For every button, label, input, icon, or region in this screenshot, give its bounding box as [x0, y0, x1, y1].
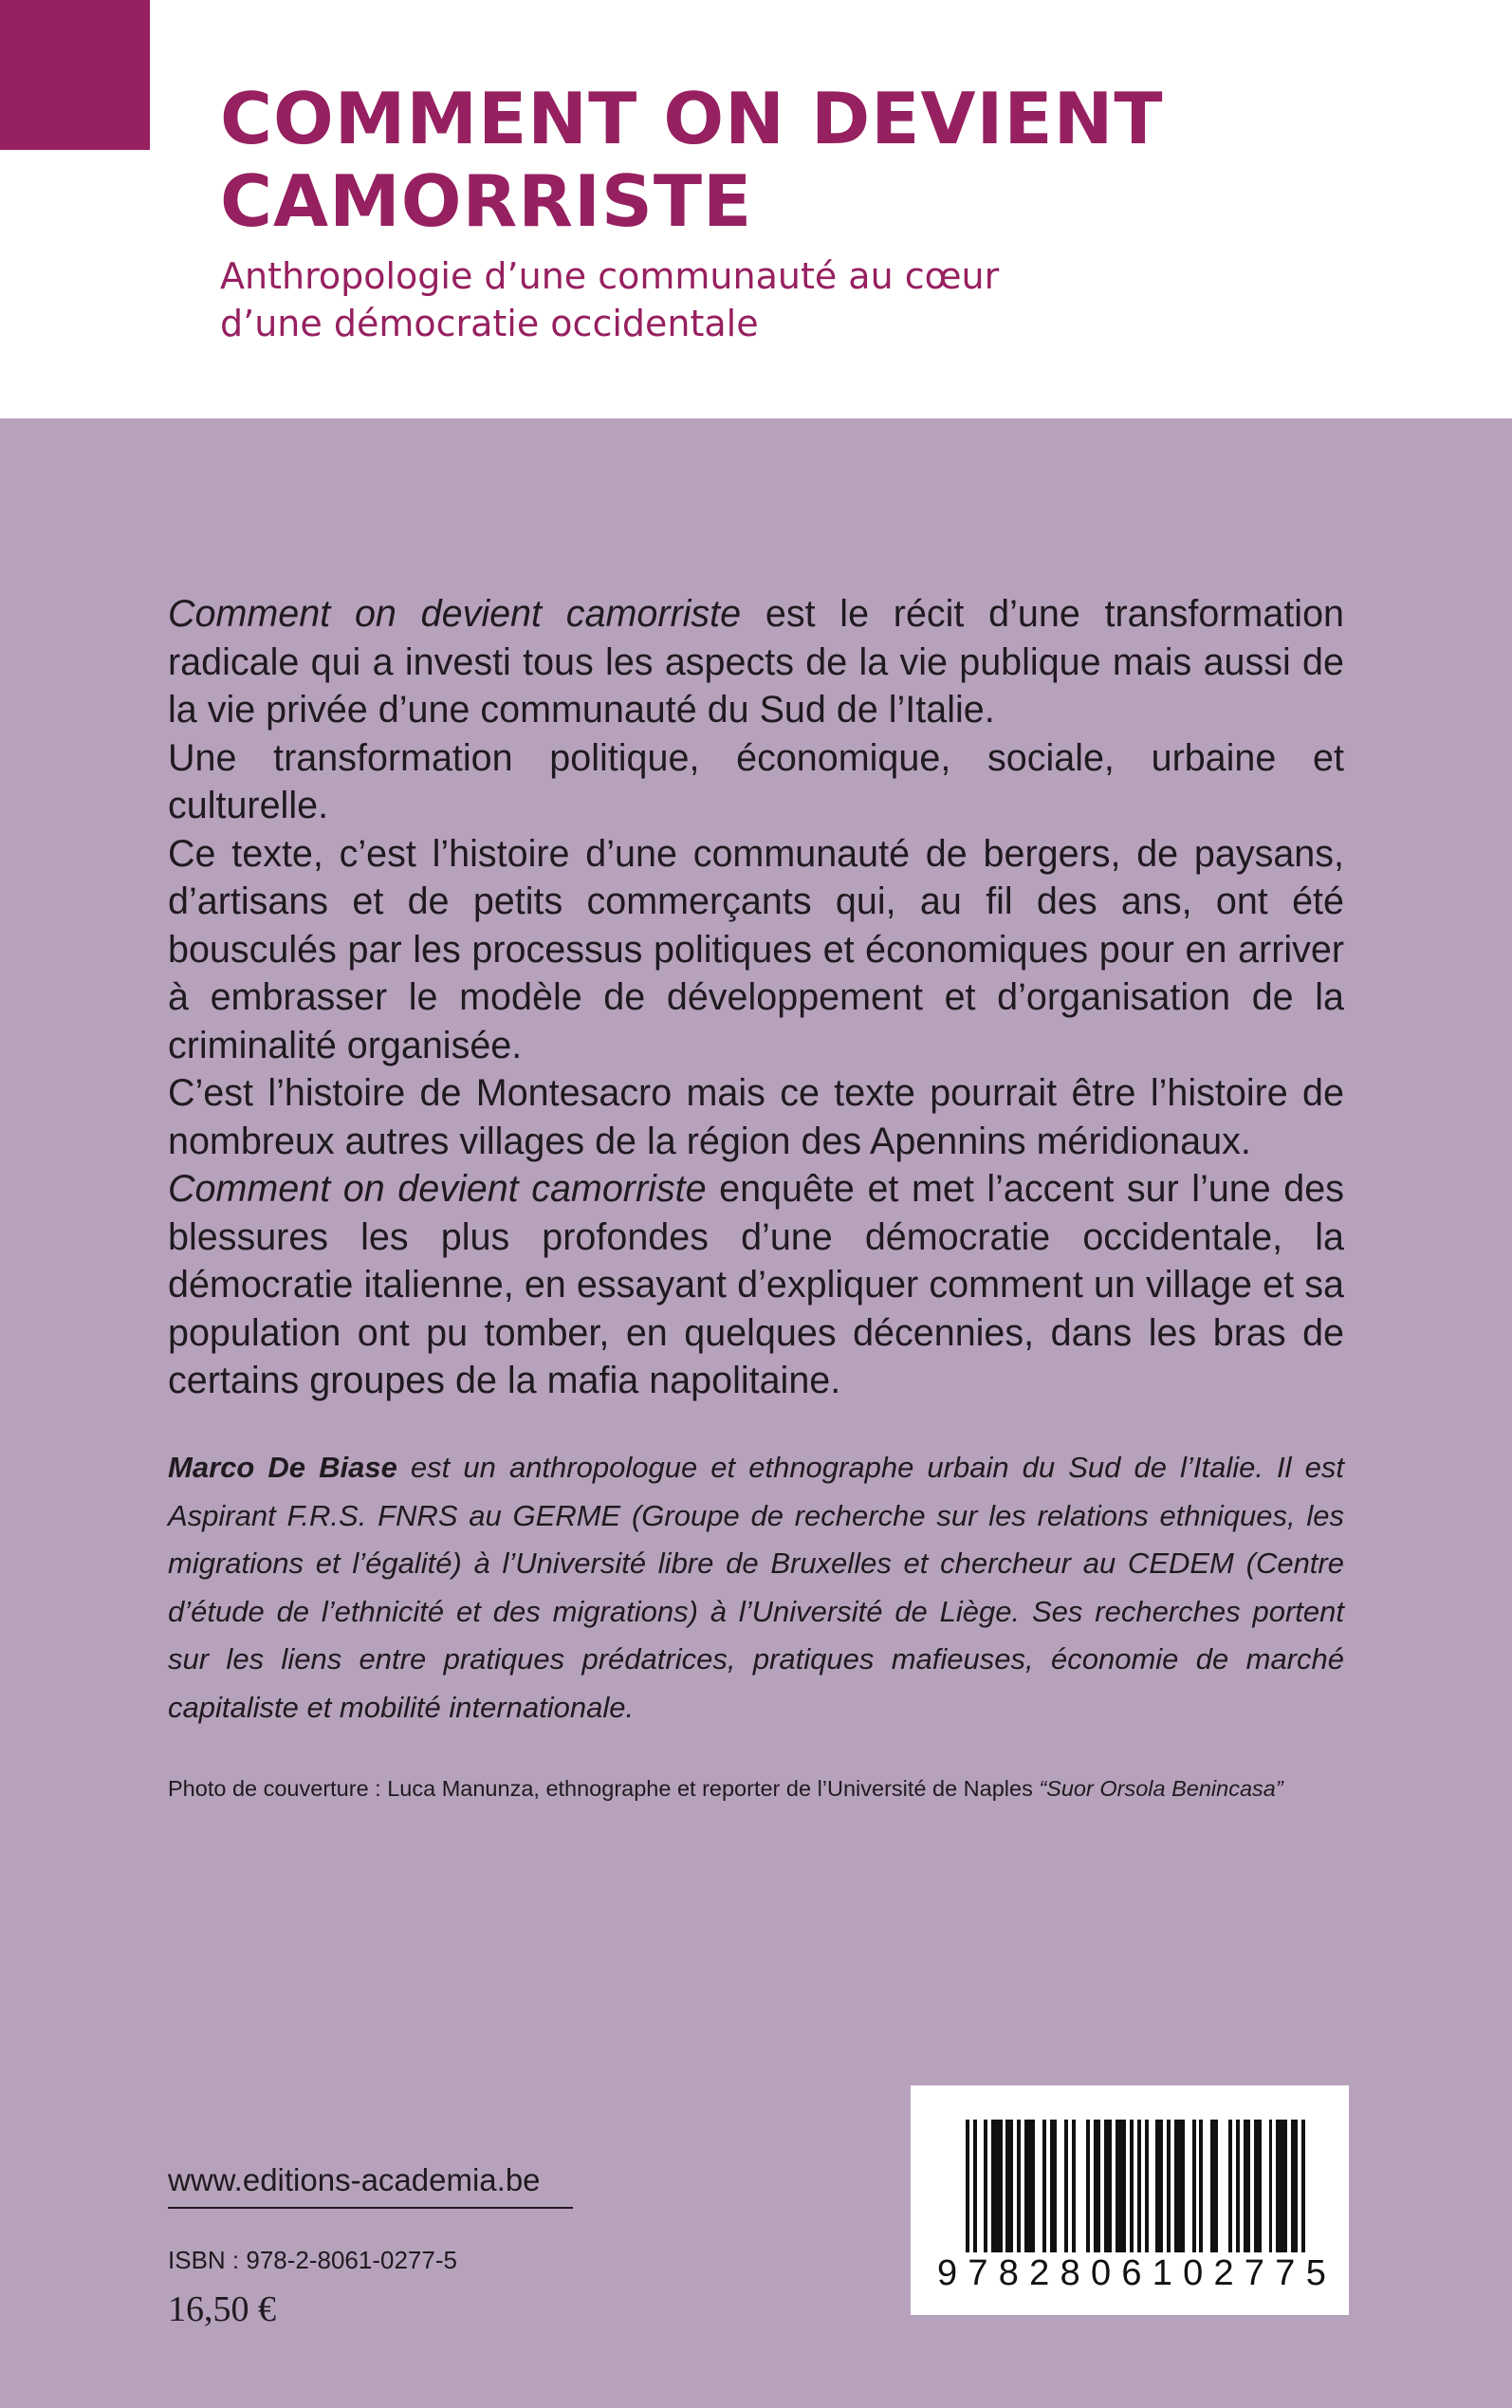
title-line-1: COMMENT ON DEVIENT	[220, 77, 1164, 160]
synopsis-paragraph	[168, 1165, 1344, 1405]
barcode-bar	[984, 2120, 987, 2252]
barcode-digit: 5	[1305, 2253, 1326, 2293]
barcode-bar	[1094, 2120, 1101, 2252]
synopsis-text: est le récit d’une transformation radicale qui a investi tous les aspects de la vie publique mais aussi de la vie privée d’une communauté du Sud de l’Italie.	[168, 593, 1345, 731]
barcode-digit: 1	[1152, 2253, 1172, 2293]
barcode-bar	[1167, 2120, 1171, 2252]
barcode-digit: 7	[1275, 2253, 1296, 2293]
barcode-bar	[1155, 2120, 1163, 2252]
barcode-digit: 0	[1090, 2253, 1112, 2293]
synopsis	[168, 590, 1344, 1405]
barcode-bar	[1210, 2120, 1218, 2252]
subtitle-line-2: d’une démocratie occidentale	[220, 303, 759, 344]
barcode-bar	[1291, 2120, 1299, 2252]
barcode-bar	[1236, 2120, 1240, 2252]
barcode-digit: 0	[1183, 2253, 1204, 2293]
barcode-bar	[1269, 2120, 1273, 2252]
barcode-bar	[1104, 2120, 1112, 2252]
photo-credit	[168, 1772, 1401, 1805]
barcode-bar	[1116, 2120, 1127, 2252]
barcode-bar	[1024, 2120, 1036, 2252]
barcode-bar	[1254, 2120, 1262, 2252]
barcode-bar	[1050, 2120, 1058, 2252]
barcode-digit: 9	[937, 2253, 958, 2293]
synopsis-paragraph: C’est l’histoire de Montesacro mais ce texte pourrait être l’histoire de nombreux autres villages de la région des Apennins méridionaux.	[168, 1072, 1344, 1162]
author-bio	[168, 1444, 1344, 1732]
barcode-bar	[1301, 2120, 1305, 2252]
barcode-bar	[1086, 2120, 1090, 2252]
subtitle-line-1: Anthropologie d’une communauté au cœur	[220, 255, 1000, 297]
barcode-digit: 8	[1060, 2253, 1080, 2293]
barcode-bars	[966, 2120, 1309, 2252]
author-bio-text: est un anthropologue et ethnographe urbain du Sud de l’Italie. Il est Aspirant F.R.S. FNRS au GERME (Groupe de recherche sur les relations ethniques, les migrations et l’égalité) à l’Université libre de Bruxelles et chercheur au CEDEM (Centre d’étude de l’ethnicité et des migrations) à l’Université de Liège. Ses recherches portent sur les liens entre pratiques prédatrices, pratiques mafieuses, économie de marché capitaliste et mobilité internationale.	[168, 1451, 1344, 1724]
publisher-website[interactable]: www.editions-academia.be	[168, 2161, 573, 2209]
barcode-digit: 8	[998, 2253, 1019, 2293]
barcode-digit: 6	[1121, 2253, 1142, 2293]
synopsis-paragraph: Ce texte, c’est l’histoire d’une communauté de bergers, de paysans, d’artisans et de petits commerçants qui, au fil des ans, ont été bousculés par les processus politiques et économiques pour en arriver à embrasser le modèle de développement et d’organisation de la criminalité organisée.	[168, 832, 1344, 1066]
barcode-bar	[1145, 2120, 1149, 2252]
barcode-bar	[1130, 2120, 1134, 2252]
barcode-bar	[1137, 2120, 1141, 2252]
photo-credit-text: Photo de couverture : Luca Manunza, ethnographe et reporter de l’Université de Naples	[168, 1776, 1040, 1801]
barcode	[911, 2085, 1349, 2315]
header-band	[0, 0, 1512, 418]
barcode-digit: 2	[1029, 2253, 1050, 2293]
barcode-bar	[966, 2120, 969, 2252]
title-line-2: CAMORRISTE	[220, 159, 753, 243]
barcode-digit: 7	[968, 2253, 988, 2293]
barcode-digits	[937, 2252, 1326, 2294]
barcode-bar	[1228, 2120, 1232, 2252]
barcode-bar	[1072, 2120, 1076, 2252]
photo-credit-institution: “Suor Orsola Benincasa”	[1039, 1776, 1283, 1801]
barcode-bar	[1005, 2120, 1013, 2252]
barcode-bar	[973, 2120, 977, 2252]
author-name: Marco De Biase	[168, 1451, 397, 1484]
accent-square	[0, 0, 150, 150]
book-title-italic: Comment on devient camorriste	[168, 593, 742, 635]
barcode-digit: 7	[1244, 2253, 1265, 2293]
barcode-bar	[1244, 2120, 1251, 2252]
barcode-bar	[1192, 2120, 1196, 2252]
barcode-bar	[1174, 2120, 1186, 2252]
barcode-bar	[1199, 2120, 1203, 2252]
synopsis-paragraph: Une transformation politique, économique, sociale, urbaine et culturelle.	[168, 736, 1344, 826]
synopsis-text: enquête et met l’accent sur l’une des blessures les plus profondes d’une démocratie occidentale, la démocratie italienne, en essayant d’expliquer comment un village et sa population ont pu tomber, en quelques décennies, dans les bras de certains groupes de la mafia napolitaine.	[168, 1168, 1344, 1401]
isbn: ISBN : 978-2-8061-0277-5	[168, 2246, 457, 2274]
synopsis-paragraph	[168, 590, 1344, 734]
book-title-italic: Comment on devient camorriste	[168, 1168, 707, 1210]
price: 16,50 €	[168, 2289, 276, 2329]
book-title	[220, 78, 1453, 243]
barcode-bar	[1017, 2120, 1021, 2252]
barcode-digit: 2	[1213, 2253, 1234, 2293]
barcode-bar	[1042, 2120, 1046, 2252]
book-subtitle	[220, 252, 1453, 347]
barcode-bar	[1064, 2120, 1068, 2252]
barcode-bar	[991, 2120, 1003, 2252]
barcode-bar	[1276, 2120, 1287, 2252]
